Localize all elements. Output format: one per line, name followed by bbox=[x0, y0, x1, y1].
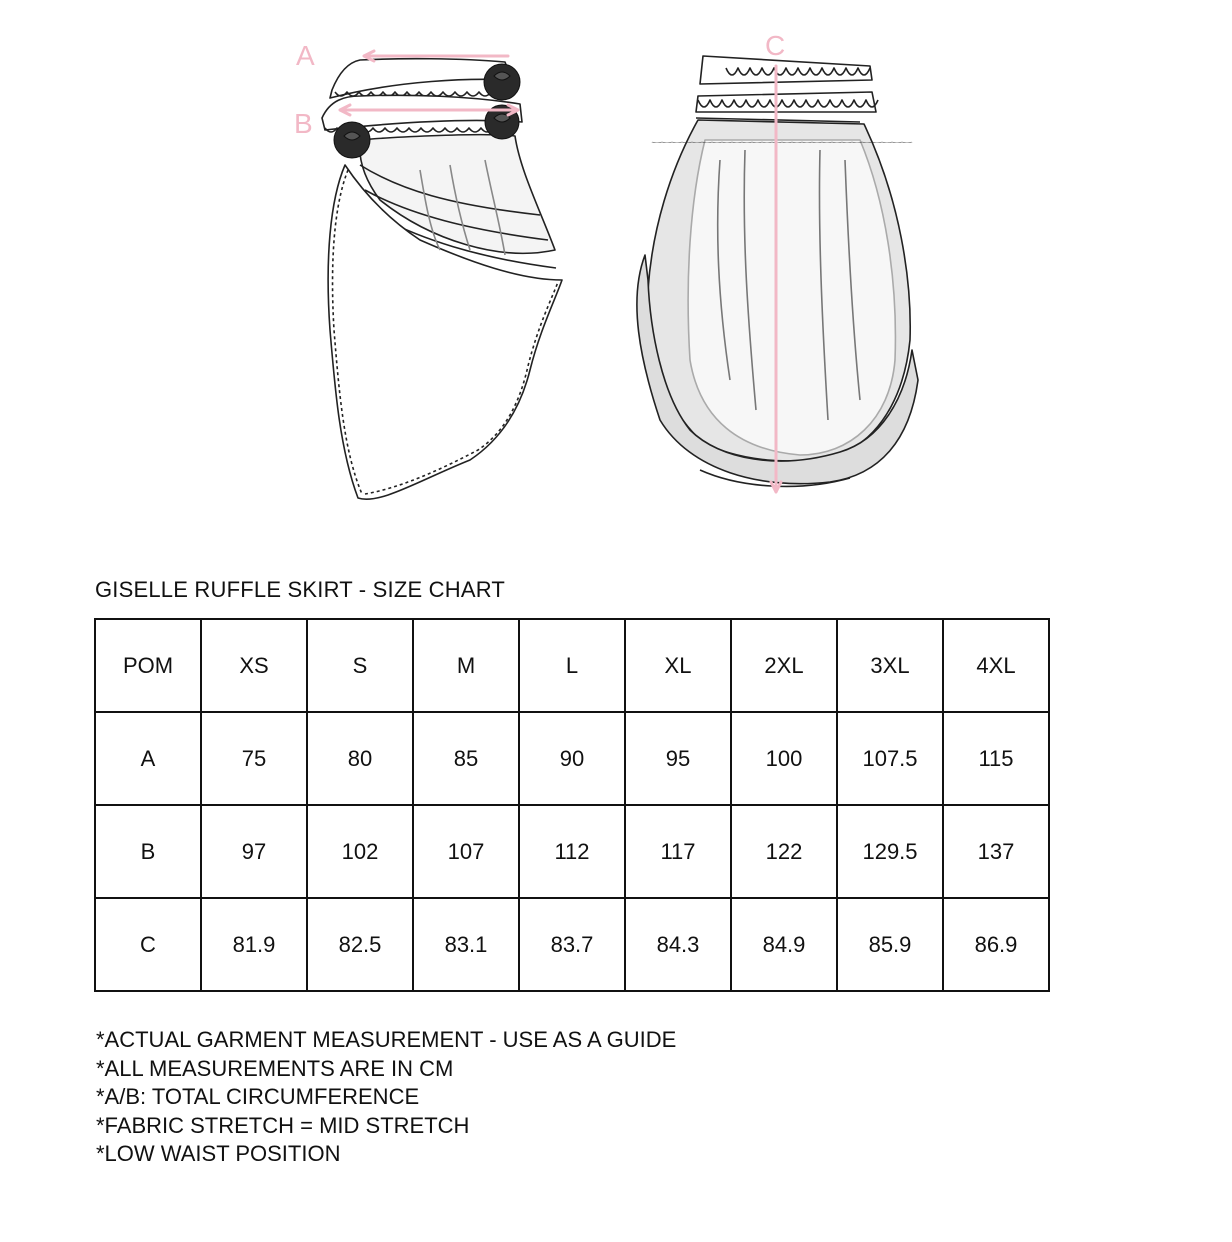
note-line: *A/B: TOTAL CIRCUMFERENCE bbox=[96, 1084, 420, 1109]
table-row bbox=[95, 805, 1049, 898]
table-header-cell: 2XL bbox=[731, 619, 837, 712]
table-cell: 107 bbox=[413, 805, 519, 898]
table-row bbox=[95, 712, 1049, 805]
table-cell: A bbox=[95, 712, 201, 805]
measure-label-b: B bbox=[294, 108, 313, 139]
table-cell: 112 bbox=[519, 805, 625, 898]
table-cell: B bbox=[95, 805, 201, 898]
table-header-cell: POM bbox=[95, 619, 201, 712]
note-line: *FABRIC STRETCH = MID STRETCH bbox=[96, 1112, 470, 1138]
size-notes bbox=[96, 1026, 676, 1169]
table-cell: 102 bbox=[307, 805, 413, 898]
table-cell: 137 bbox=[943, 805, 1049, 898]
table-cell: 86.9 bbox=[943, 898, 1049, 991]
table-cell: 85.9 bbox=[837, 898, 943, 991]
table-cell: 80 bbox=[307, 712, 413, 805]
page-title: GISELLE RUFFLE SKIRT - SIZE CHART bbox=[95, 577, 506, 602]
skirt-illustrations bbox=[0, 0, 1232, 560]
size-chart-table bbox=[94, 618, 1050, 992]
table-header-cell: XS bbox=[201, 619, 307, 712]
table-cell: 82.5 bbox=[307, 898, 413, 991]
table-header-cell: 3XL bbox=[837, 619, 943, 712]
table-header-cell: 4XL bbox=[943, 619, 1049, 712]
table-cell: 81.9 bbox=[201, 898, 307, 991]
table-cell: 84.3 bbox=[625, 898, 731, 991]
table-cell: 107.5 bbox=[837, 712, 943, 805]
table-cell: 90 bbox=[519, 712, 625, 805]
note-line: *LOW WAIST POSITION bbox=[96, 1141, 341, 1166]
table-cell: 83.7 bbox=[519, 898, 625, 991]
measure-label-c: C bbox=[765, 30, 786, 61]
table-cell: 115 bbox=[943, 712, 1049, 805]
table-cell: C bbox=[95, 898, 201, 991]
table-header-cell: L bbox=[519, 619, 625, 712]
table-row bbox=[95, 898, 1049, 991]
table-cell: 129.5 bbox=[837, 805, 943, 898]
measure-label-a: A bbox=[296, 40, 315, 71]
table-cell: 75 bbox=[201, 712, 307, 805]
table-header-row bbox=[95, 619, 1049, 712]
table-cell: 85 bbox=[413, 712, 519, 805]
table-header-cell: S bbox=[307, 619, 413, 712]
table-cell: 95 bbox=[625, 712, 731, 805]
table-cell: 84.9 bbox=[731, 898, 837, 991]
table-cell: 83.1 bbox=[413, 898, 519, 991]
table-cell: 97 bbox=[201, 805, 307, 898]
note-line: *ALL MEASUREMENTS ARE IN CM bbox=[96, 1055, 454, 1081]
table-header-cell: M bbox=[413, 619, 519, 712]
table-cell: 122 bbox=[731, 805, 837, 898]
table-cell: 117 bbox=[625, 805, 731, 898]
table-cell: 100 bbox=[731, 712, 837, 805]
table-header-cell: XL bbox=[625, 619, 731, 712]
note-line: *ACTUAL GARMENT MEASUREMENT - USE AS A GUIDE bbox=[96, 1027, 677, 1052]
